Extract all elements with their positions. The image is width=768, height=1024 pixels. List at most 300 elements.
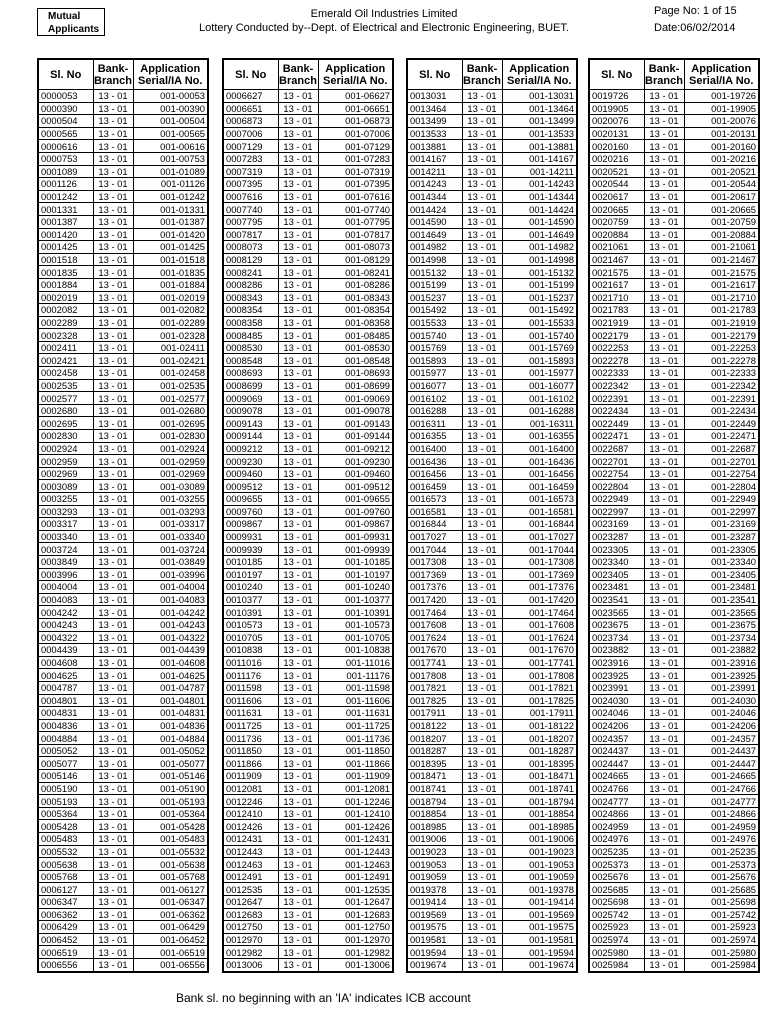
sl-no-cell: 0000616: [38, 140, 93, 153]
sl-no-cell: 0015237: [407, 291, 462, 304]
application-serial-cell: 001-04322: [133, 631, 208, 644]
table-row: [223, 152, 393, 165]
sl-no-cell: 0020884: [589, 228, 644, 241]
bank-branch-cell: 13 - 01: [644, 618, 684, 631]
table-row: [38, 253, 208, 266]
bank-branch-cell: 13 - 01: [462, 178, 502, 191]
bank-branch-cell: 13 - 01: [462, 656, 502, 669]
sl-no-cell: 0010838: [223, 644, 278, 657]
table-row: [223, 883, 393, 896]
application-serial-cell: 001-19414: [502, 896, 577, 909]
table-row: [223, 820, 393, 833]
application-serial-cell: 001-15977: [502, 367, 577, 380]
bank-branch-cell: 13 - 01: [644, 505, 684, 518]
bank-branch-cell: 13 - 01: [278, 656, 318, 669]
sl-no-cell: 0015977: [407, 367, 462, 380]
bank-branch-cell: 13 - 01: [93, 883, 133, 896]
bank-branch-cell: 13 - 01: [462, 102, 502, 115]
application-serial-cell: 001-21061: [684, 241, 759, 254]
bank-branch-cell: 13 - 01: [644, 253, 684, 266]
sl-no-cell: 0009512: [223, 480, 278, 493]
table-row: [223, 530, 393, 543]
bank-branch-cell: 13 - 01: [462, 341, 502, 354]
table-row: [407, 581, 577, 594]
application-serial-cell: 001-08693: [318, 367, 393, 380]
sl-no-cell: 0007817: [223, 228, 278, 241]
application-serial-cell: 001-02577: [133, 392, 208, 405]
application-serial-cell: 001-14344: [502, 190, 577, 203]
bank-branch-cell: 13 - 01: [644, 681, 684, 694]
application-serial-cell: 001-17741: [502, 656, 577, 669]
table-row: [223, 203, 393, 216]
sl-no-cell: 0021061: [589, 241, 644, 254]
table-row: [223, 631, 393, 644]
table-row: [589, 530, 759, 543]
sl-no-cell: 0000053: [38, 90, 93, 103]
sl-no-cell: 0021919: [589, 316, 644, 329]
table-row: [407, 341, 577, 354]
sl-no-cell: 0017027: [407, 530, 462, 543]
sl-no-cell: 0011850: [223, 744, 278, 757]
sl-no-cell: 0009230: [223, 455, 278, 468]
application-serial-cell: 001-22687: [684, 442, 759, 455]
sl-no-cell: 0024777: [589, 795, 644, 808]
bank-branch-cell: 13 - 01: [278, 505, 318, 518]
sl-no-cell: 0000504: [38, 115, 93, 128]
sl-no-cell: 0004831: [38, 707, 93, 720]
results-table: [222, 58, 394, 973]
table-row: [223, 392, 393, 405]
bank-branch-cell: 13 - 01: [278, 933, 318, 946]
sl-no-cell: 0004608: [38, 656, 93, 669]
bank-branch-cell: 13 - 01: [462, 669, 502, 682]
application-serial-cell: 001-07319: [318, 165, 393, 178]
bank-branch-cell: 13 - 01: [93, 316, 133, 329]
application-serial-cell: 001-24357: [684, 732, 759, 745]
table-row: [38, 795, 208, 808]
table-row: [407, 631, 577, 644]
header-sl-no: Sl. No: [223, 59, 278, 90]
application-serial-cell: 001-20544: [684, 178, 759, 191]
bank-branch-cell: 13 - 01: [462, 618, 502, 631]
table-row: [589, 215, 759, 228]
bank-branch-cell: 13 - 01: [644, 430, 684, 443]
sl-no-cell: 0012647: [223, 896, 278, 909]
application-serial-cell: 001-16459: [502, 480, 577, 493]
application-serial-cell: 001-25923: [684, 921, 759, 934]
application-serial-cell: 001-09069: [318, 392, 393, 405]
application-serial-cell: 001-22997: [684, 505, 759, 518]
bank-branch-cell: 13 - 01: [644, 493, 684, 506]
application-serial-cell: 001-03340: [133, 530, 208, 543]
bank-branch-cell: 13 - 01: [644, 480, 684, 493]
table-row: [223, 178, 393, 191]
table-row: [407, 933, 577, 946]
sl-no-cell: 0019023: [407, 845, 462, 858]
bank-branch-cell: 13 - 01: [462, 606, 502, 619]
sl-no-cell: 0019006: [407, 833, 462, 846]
application-serial-cell: 001-06873: [318, 115, 393, 128]
application-serial-cell: 001-24665: [684, 770, 759, 783]
application-serial-cell: 001-19569: [502, 908, 577, 921]
sl-no-cell: 0021467: [589, 253, 644, 266]
table-row: [38, 203, 208, 216]
bank-branch-cell: 13 - 01: [462, 719, 502, 732]
bank-branch-cell: 13 - 01: [93, 215, 133, 228]
application-serial-cell: 001-03293: [133, 505, 208, 518]
bank-branch-cell: 13 - 01: [93, 870, 133, 883]
table-row: [38, 606, 208, 619]
table-row: [223, 404, 393, 417]
table-row: [38, 278, 208, 291]
application-serial-cell: 001-09512: [318, 480, 393, 493]
application-serial-cell: 001-10391: [318, 606, 393, 619]
table-row: [589, 442, 759, 455]
application-serial-cell: 001-23916: [684, 656, 759, 669]
sl-no-cell: 0008485: [223, 329, 278, 342]
application-serial-cell: 001-02535: [133, 379, 208, 392]
application-serial-cell: 001-04004: [133, 581, 208, 594]
sl-no-cell: 0025984: [589, 958, 644, 971]
application-serial-cell: 001-12246: [318, 795, 393, 808]
bank-branch-cell: 13 - 01: [93, 480, 133, 493]
sl-no-cell: 0018794: [407, 795, 462, 808]
application-serial-cell: 001-04836: [133, 719, 208, 732]
table-row: [589, 845, 759, 858]
application-serial-cell: 001-23340: [684, 555, 759, 568]
application-serial-cell: 001-01884: [133, 278, 208, 291]
application-serial-cell: 001-18985: [502, 820, 577, 833]
bank-branch-cell: 13 - 01: [93, 845, 133, 858]
table-row: [407, 707, 577, 720]
table-row: [223, 568, 393, 581]
sl-no-cell: 0020617: [589, 190, 644, 203]
application-serial-cell: 001-03255: [133, 493, 208, 506]
bank-branch-cell: 13 - 01: [278, 518, 318, 531]
sl-no-cell: 0016288: [407, 404, 462, 417]
sl-no-cell: 0017308: [407, 555, 462, 568]
sl-no-cell: 0011176: [223, 669, 278, 682]
application-serial-cell: 001-01420: [133, 228, 208, 241]
application-serial-cell: 001-12535: [318, 883, 393, 896]
table-row: [223, 795, 393, 808]
sl-no-cell: 0013881: [407, 140, 462, 153]
bank-branch-cell: 13 - 01: [644, 883, 684, 896]
table-row: [38, 681, 208, 694]
table-row: [589, 681, 759, 694]
bank-branch-cell: 13 - 01: [278, 631, 318, 644]
application-serial-cell: 001-12750: [318, 921, 393, 934]
table-row: [589, 455, 759, 468]
table-row: [589, 568, 759, 581]
application-serial-cell: 001-18794: [502, 795, 577, 808]
sl-no-cell: 0011736: [223, 732, 278, 745]
sl-no-cell: 0023305: [589, 543, 644, 556]
table-row: [407, 946, 577, 959]
application-serial-cell: 001-03849: [133, 555, 208, 568]
application-serial-cell: 001-02289: [133, 316, 208, 329]
sl-no-cell: 0002577: [38, 392, 93, 405]
application-serial-cell: 001-09230: [318, 455, 393, 468]
sl-no-cell: 0016436: [407, 455, 462, 468]
bank-branch-cell: 13 - 01: [93, 946, 133, 959]
table-row: [407, 656, 577, 669]
table-row: [223, 732, 393, 745]
table-row: [38, 820, 208, 833]
sl-no-cell: 0012491: [223, 870, 278, 883]
page-number: Page No: 1 of 15: [654, 5, 737, 17]
table-row: [38, 707, 208, 720]
bank-branch-cell: 13 - 01: [278, 644, 318, 657]
application-serial-cell: 001-08530: [318, 341, 393, 354]
bank-branch-cell: 13 - 01: [93, 505, 133, 518]
sl-no-cell: 0006627: [223, 90, 278, 103]
sl-no-cell: 0009939: [223, 543, 278, 556]
bank-branch-cell: 13 - 01: [278, 618, 318, 631]
application-serial-cell: 001-13464: [502, 102, 577, 115]
bank-branch-cell: 13 - 01: [278, 908, 318, 921]
table-row: [223, 518, 393, 531]
bank-branch-cell: 13 - 01: [644, 278, 684, 291]
bank-branch-cell: 13 - 01: [462, 908, 502, 921]
bank-branch-cell: 13 - 01: [462, 480, 502, 493]
sl-no-cell: 0010240: [223, 581, 278, 594]
application-serial-cell: 001-23287: [684, 530, 759, 543]
sl-no-cell: 0000565: [38, 127, 93, 140]
sl-no-cell: 0006347: [38, 896, 93, 909]
sl-no-cell: 0017624: [407, 631, 462, 644]
bank-branch-cell: 13 - 01: [462, 757, 502, 770]
application-serial-cell: 001-03996: [133, 568, 208, 581]
sl-no-cell: 0009460: [223, 467, 278, 480]
bank-branch-cell: 13 - 01: [462, 921, 502, 934]
sl-no-cell: 0024206: [589, 719, 644, 732]
table-row: [589, 870, 759, 883]
table-row: [407, 442, 577, 455]
table-row: [38, 782, 208, 795]
table-row: [38, 178, 208, 191]
sl-no-cell: 0024357: [589, 732, 644, 745]
bank-branch-cell: 13 - 01: [93, 958, 133, 971]
table-row: [589, 505, 759, 518]
sl-no-cell: 0019905: [589, 102, 644, 115]
sl-no-cell: 0008073: [223, 241, 278, 254]
sl-no-cell: 0024046: [589, 707, 644, 720]
application-serial-cell: 001-16102: [502, 392, 577, 405]
bank-branch-cell: 13 - 01: [93, 417, 133, 430]
sl-no-cell: 0007395: [223, 178, 278, 191]
bank-branch-cell: 13 - 01: [93, 757, 133, 770]
table-row: [589, 644, 759, 657]
bank-branch-cell: 13 - 01: [462, 555, 502, 568]
sl-no-cell: 0025676: [589, 870, 644, 883]
bank-branch-cell: 13 - 01: [644, 707, 684, 720]
table-row: [223, 90, 393, 103]
bank-branch-cell: 13 - 01: [644, 669, 684, 682]
results-table: [37, 58, 209, 973]
table-row: [38, 896, 208, 909]
table-row: [589, 581, 759, 594]
sl-no-cell: 0004801: [38, 694, 93, 707]
table-row: [589, 707, 759, 720]
table-row: [223, 606, 393, 619]
table-row: [407, 253, 577, 266]
table-row: [223, 858, 393, 871]
bank-branch-cell: 13 - 01: [644, 606, 684, 619]
table-row: [223, 681, 393, 694]
sl-no-cell: 0006127: [38, 883, 93, 896]
sl-no-cell: 0018854: [407, 807, 462, 820]
application-serial-cell: 001-19023: [502, 845, 577, 858]
application-serial-cell: 001-12982: [318, 946, 393, 959]
bank-branch-cell: 13 - 01: [278, 493, 318, 506]
table-row: [407, 140, 577, 153]
bank-branch-cell: 13 - 01: [462, 241, 502, 254]
sl-no-cell: 0023916: [589, 656, 644, 669]
table-row: [38, 367, 208, 380]
application-serial-cell: 001-17608: [502, 618, 577, 631]
application-serial-cell: 001-24766: [684, 782, 759, 795]
application-serial-cell: 001-20759: [684, 215, 759, 228]
sl-no-cell: 0012535: [223, 883, 278, 896]
table-row: [38, 618, 208, 631]
bank-branch-cell: 13 - 01: [93, 568, 133, 581]
table-row: [38, 316, 208, 329]
bank-branch-cell: 13 - 01: [278, 115, 318, 128]
application-serial-cell: 001-14211: [502, 165, 577, 178]
bank-branch-cell: 13 - 01: [93, 719, 133, 732]
bank-branch-cell: 13 - 01: [644, 518, 684, 531]
sl-no-cell: 0012750: [223, 921, 278, 934]
application-serial-cell: 001-20160: [684, 140, 759, 153]
application-serial-cell: 001-15769: [502, 341, 577, 354]
table-row: [38, 694, 208, 707]
sl-no-cell: 0008286: [223, 278, 278, 291]
bank-branch-cell: 13 - 01: [644, 946, 684, 959]
table-row: [407, 266, 577, 279]
sl-no-cell: 0009078: [223, 404, 278, 417]
sl-no-cell: 0022804: [589, 480, 644, 493]
bank-branch-cell: 13 - 01: [644, 958, 684, 971]
bank-branch-cell: 13 - 01: [644, 858, 684, 871]
sl-no-cell: 0018207: [407, 732, 462, 745]
table-row: [407, 316, 577, 329]
sl-no-cell: 0023481: [589, 581, 644, 594]
table-row: [589, 404, 759, 417]
sl-no-cell: 0022342: [589, 379, 644, 392]
table-row: [223, 379, 393, 392]
application-serial-cell: 001-25742: [684, 908, 759, 921]
sl-no-cell: 0022949: [589, 493, 644, 506]
bank-branch-cell: 13 - 01: [93, 807, 133, 820]
bank-branch-cell: 13 - 01: [278, 140, 318, 153]
bank-branch-cell: 13 - 01: [644, 442, 684, 455]
table-row: [407, 858, 577, 871]
bank-branch-cell: 13 - 01: [644, 921, 684, 934]
bank-branch-cell: 13 - 01: [462, 152, 502, 165]
table-row: [589, 90, 759, 103]
bank-branch-cell: 13 - 01: [462, 958, 502, 971]
table-row: [223, 417, 393, 430]
bank-branch-cell: 13 - 01: [93, 266, 133, 279]
sl-no-cell: 0006519: [38, 946, 93, 959]
table-row: [223, 845, 393, 858]
header-bank-branch: Bank- Branch: [278, 59, 318, 90]
sl-no-cell: 0019594: [407, 946, 462, 959]
application-serial-cell: 001-05364: [133, 807, 208, 820]
bank-branch-cell: 13 - 01: [644, 631, 684, 644]
application-serial-cell: 001-08548: [318, 354, 393, 367]
table-row: [407, 757, 577, 770]
application-serial-cell: 001-03317: [133, 518, 208, 531]
application-serial-cell: 001-20131: [684, 127, 759, 140]
sl-no-cell: 0022278: [589, 354, 644, 367]
bank-branch-cell: 13 - 01: [93, 631, 133, 644]
table-row: [38, 833, 208, 846]
application-serial-cell: 001-19059: [502, 870, 577, 883]
results-table: [588, 58, 760, 973]
bank-branch-cell: 13 - 01: [278, 329, 318, 342]
bank-branch-cell: 13 - 01: [278, 379, 318, 392]
application-serial-cell: 001-17624: [502, 631, 577, 644]
bank-branch-cell: 13 - 01: [278, 417, 318, 430]
application-serial-cell: 001-22333: [684, 367, 759, 380]
sl-no-cell: 0006452: [38, 933, 93, 946]
bank-branch-cell: 13 - 01: [644, 228, 684, 241]
application-serial-cell: 001-12081: [318, 782, 393, 795]
application-serial-cell: 001-05483: [133, 833, 208, 846]
bank-branch-cell: 13 - 01: [278, 921, 318, 934]
bank-branch-cell: 13 - 01: [644, 455, 684, 468]
table-row: [589, 593, 759, 606]
application-serial-cell: 001-19674: [502, 958, 577, 971]
application-serial-cell: 001-10240: [318, 581, 393, 594]
table-row: [223, 278, 393, 291]
sl-no-cell: 0016459: [407, 480, 462, 493]
sl-no-cell: 0017376: [407, 581, 462, 594]
application-serial-cell: 001-17044: [502, 543, 577, 556]
sl-no-cell: 0020665: [589, 203, 644, 216]
sl-no-cell: 0013464: [407, 102, 462, 115]
table-row: [223, 442, 393, 455]
table-row: [38, 127, 208, 140]
table-row: [589, 316, 759, 329]
application-serial-cell: 001-07395: [318, 178, 393, 191]
table-row: [589, 518, 759, 531]
application-serial-cell: 001-09939: [318, 543, 393, 556]
table-row: [589, 883, 759, 896]
table-row: [223, 644, 393, 657]
sl-no-cell: 0015132: [407, 266, 462, 279]
bank-branch-cell: 13 - 01: [644, 140, 684, 153]
table-row: [407, 782, 577, 795]
application-serial-cell: 001-08241: [318, 266, 393, 279]
sl-no-cell: 0003849: [38, 555, 93, 568]
bank-branch-cell: 13 - 01: [278, 467, 318, 480]
application-serial-cell: 001-02959: [133, 455, 208, 468]
sl-no-cell: 0016311: [407, 417, 462, 430]
application-serial-cell: 001-11909: [318, 770, 393, 783]
sl-no-cell: 0022253: [589, 341, 644, 354]
table-row: [589, 555, 759, 568]
application-serial-cell: 001-13533: [502, 127, 577, 140]
sl-no-cell: 0022391: [589, 392, 644, 405]
bank-branch-cell: 13 - 01: [93, 644, 133, 657]
sl-no-cell: 0016573: [407, 493, 462, 506]
table-row: [407, 354, 577, 367]
application-serial-cell: 001-07795: [318, 215, 393, 228]
application-serial-cell: 001-02969: [133, 467, 208, 480]
